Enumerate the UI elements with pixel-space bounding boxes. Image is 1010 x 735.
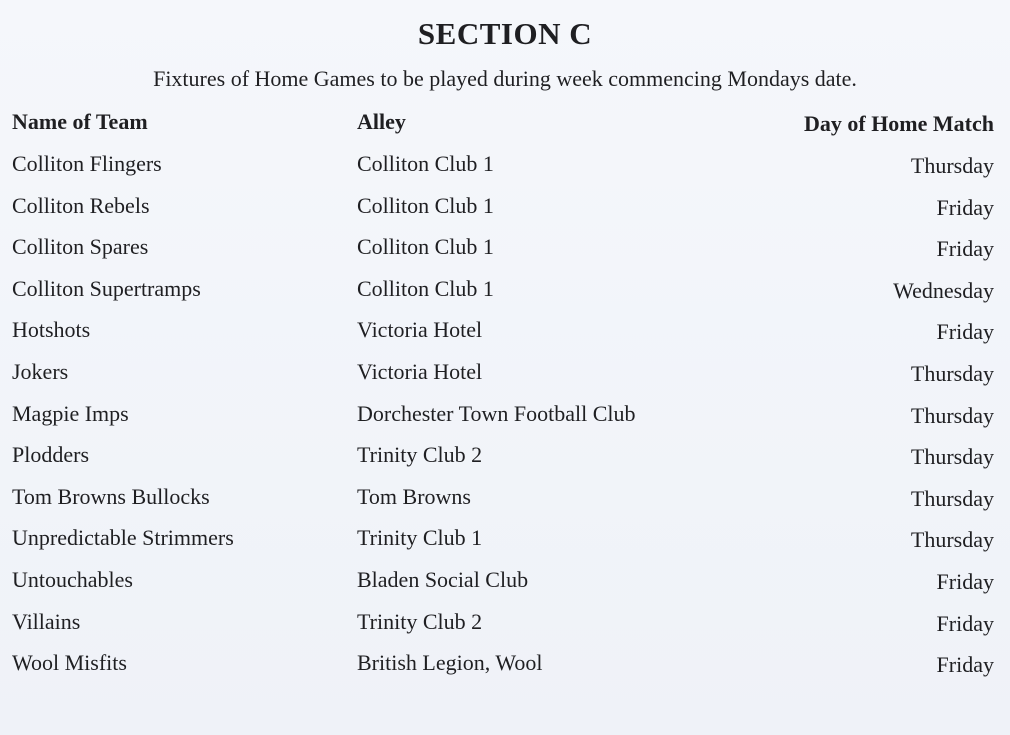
fixtures-table xyxy=(12,106,994,689)
home-match-day: Friday xyxy=(936,652,994,678)
team-name: Unpredictable Strimmers xyxy=(12,525,234,551)
table-row xyxy=(12,522,994,564)
table-row xyxy=(12,481,994,523)
alley-name: Tom Browns xyxy=(357,483,471,509)
alley-name: Trinity Club 2 xyxy=(357,442,483,468)
table-row xyxy=(12,273,994,315)
home-match-day: Thursday xyxy=(910,402,994,428)
home-match-day: Friday xyxy=(936,319,994,345)
section-subtitle: Fixtures of Home Games to be played during week commencing Mondays date. xyxy=(153,66,857,91)
team-name: Colliton Flingers xyxy=(12,151,162,176)
team-name: Tom Browns Bullocks xyxy=(12,483,210,509)
table-row xyxy=(12,398,994,440)
team-name: Colliton Rebels xyxy=(12,192,150,218)
home-match-day: Thursday xyxy=(910,360,994,386)
home-match-day: Friday xyxy=(936,236,994,262)
home-match-day: Wednesday xyxy=(893,277,994,303)
table-row xyxy=(12,148,994,190)
alley-name: Dorchester Town Football Club xyxy=(357,400,636,426)
home-match-day: Thursday xyxy=(910,444,994,470)
alley-name: Colliton Club 1 xyxy=(357,275,494,301)
alley-name: Colliton Club 1 xyxy=(357,192,494,218)
table-row xyxy=(12,190,994,232)
table-row xyxy=(12,231,994,273)
team-name: Untouchables xyxy=(12,566,133,592)
table-row xyxy=(12,314,994,356)
team-name: Colliton Supertramps xyxy=(12,275,201,301)
team-name: Wool Misfits xyxy=(12,650,127,676)
column-header-team: Name of Team xyxy=(12,109,148,134)
team-name: Colliton Spares xyxy=(12,234,149,260)
alley-name: Trinity Club 2 xyxy=(357,608,483,634)
team-name: Hotshots xyxy=(12,317,91,343)
table-header-row xyxy=(12,106,994,148)
alley-name: Trinity Club 1 xyxy=(357,525,483,551)
team-name: Plodders xyxy=(12,442,89,468)
table-row xyxy=(12,356,994,398)
column-header-day: Day of Home Match xyxy=(803,111,994,136)
alley-name: Colliton Club 1 xyxy=(357,151,494,176)
column-header-alley: Alley xyxy=(357,109,406,134)
home-match-day: Friday xyxy=(936,610,994,636)
team-name: Magpie Imps xyxy=(12,400,129,426)
team-name: Jokers xyxy=(12,358,69,384)
alley-name: Victoria Hotel xyxy=(357,317,483,343)
home-match-day: Thursday xyxy=(910,527,994,553)
table-row xyxy=(12,647,994,689)
home-match-day: Friday xyxy=(936,568,994,594)
alley-name: Victoria Hotel xyxy=(357,358,483,384)
alley-name: British Legion, Wool xyxy=(357,650,543,676)
table-row xyxy=(12,606,994,648)
home-match-day: Friday xyxy=(936,194,994,220)
section-title: SECTION C xyxy=(417,16,593,51)
home-match-day: Thursday xyxy=(910,485,994,511)
alley-name: Bladen Social Club xyxy=(357,566,529,592)
table-row xyxy=(12,439,994,481)
table-row xyxy=(12,564,994,606)
team-name: Villains xyxy=(12,608,81,634)
alley-name: Colliton Club 1 xyxy=(357,234,494,260)
home-match-day: Thursday xyxy=(910,153,994,178)
